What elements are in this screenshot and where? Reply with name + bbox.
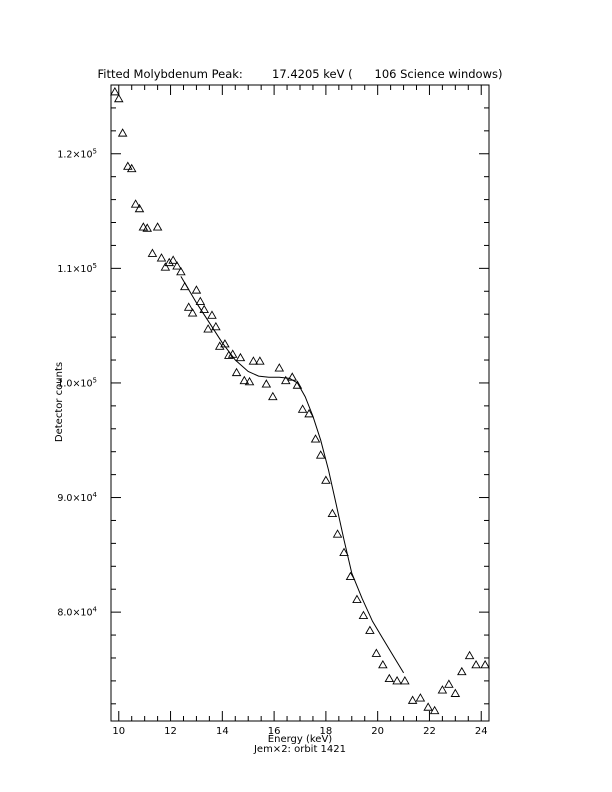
data-point bbox=[111, 88, 119, 95]
data-point bbox=[366, 626, 374, 633]
data-point bbox=[262, 380, 270, 387]
y-tick-label: $1.0\times 10^5$ bbox=[57, 376, 97, 390]
data-point bbox=[445, 680, 453, 687]
x-tick-label: 16 bbox=[267, 726, 281, 737]
data-point bbox=[275, 364, 283, 371]
plot-frame bbox=[111, 85, 489, 721]
data-point bbox=[359, 612, 367, 619]
data-point bbox=[416, 694, 424, 701]
x-tick-label: 18 bbox=[319, 726, 333, 737]
x-axis-label: Energy (keV) bbox=[267, 734, 333, 745]
data-point bbox=[204, 325, 212, 332]
data-point bbox=[322, 476, 330, 483]
data-points bbox=[111, 88, 489, 714]
x-tick-label: 14 bbox=[215, 726, 229, 737]
data-point bbox=[269, 393, 277, 400]
data-point bbox=[233, 369, 241, 376]
data-point bbox=[148, 249, 156, 256]
data-point bbox=[299, 405, 307, 412]
data-point bbox=[200, 306, 208, 313]
x-tick-label: 24 bbox=[474, 726, 488, 737]
data-point bbox=[192, 286, 200, 293]
data-point bbox=[157, 254, 165, 261]
data-point bbox=[288, 373, 296, 380]
data-point bbox=[161, 263, 169, 270]
axis-ticks bbox=[111, 85, 489, 721]
data-point bbox=[472, 661, 480, 668]
y-axis-label: Detector counts bbox=[54, 361, 65, 443]
data-point bbox=[236, 354, 244, 361]
data-point bbox=[401, 677, 409, 684]
data-point bbox=[185, 303, 193, 310]
data-point bbox=[328, 510, 336, 517]
data-point bbox=[119, 129, 127, 136]
data-point bbox=[353, 596, 361, 603]
data-point bbox=[424, 703, 432, 710]
y-tick-label: $1.2\times 10^5$ bbox=[57, 147, 97, 161]
data-point bbox=[372, 649, 380, 656]
data-point bbox=[393, 677, 401, 684]
fit-curve bbox=[181, 276, 404, 673]
data-point bbox=[154, 223, 162, 230]
data-point bbox=[466, 652, 474, 659]
data-point bbox=[385, 675, 393, 682]
data-point bbox=[481, 661, 489, 668]
x-tick-label: 10 bbox=[112, 726, 126, 737]
data-point bbox=[334, 530, 342, 537]
y-tick-label: $8.0\times 10^4$ bbox=[57, 605, 97, 619]
data-point bbox=[451, 689, 459, 696]
data-point bbox=[458, 668, 466, 675]
data-point bbox=[409, 696, 417, 703]
x-tick-label: 22 bbox=[423, 726, 436, 737]
data-point bbox=[208, 311, 216, 318]
x-tick-label: 12 bbox=[164, 726, 177, 737]
data-point bbox=[135, 205, 143, 212]
chart-footer: Jem×2: orbit 1421 bbox=[253, 744, 347, 755]
data-point bbox=[128, 165, 136, 172]
data-point bbox=[115, 95, 123, 102]
x-tick-label: 20 bbox=[371, 726, 385, 737]
data-point bbox=[312, 435, 320, 442]
y-tick-label: $1.1\times 10^5$ bbox=[57, 261, 97, 275]
y-tick-label: $9.0\times 10^4$ bbox=[57, 491, 97, 505]
data-point bbox=[379, 661, 387, 668]
chart-title: Fitted Molybdenum Peak: 17.4205 keV ( 106 Science windows) bbox=[97, 67, 503, 81]
